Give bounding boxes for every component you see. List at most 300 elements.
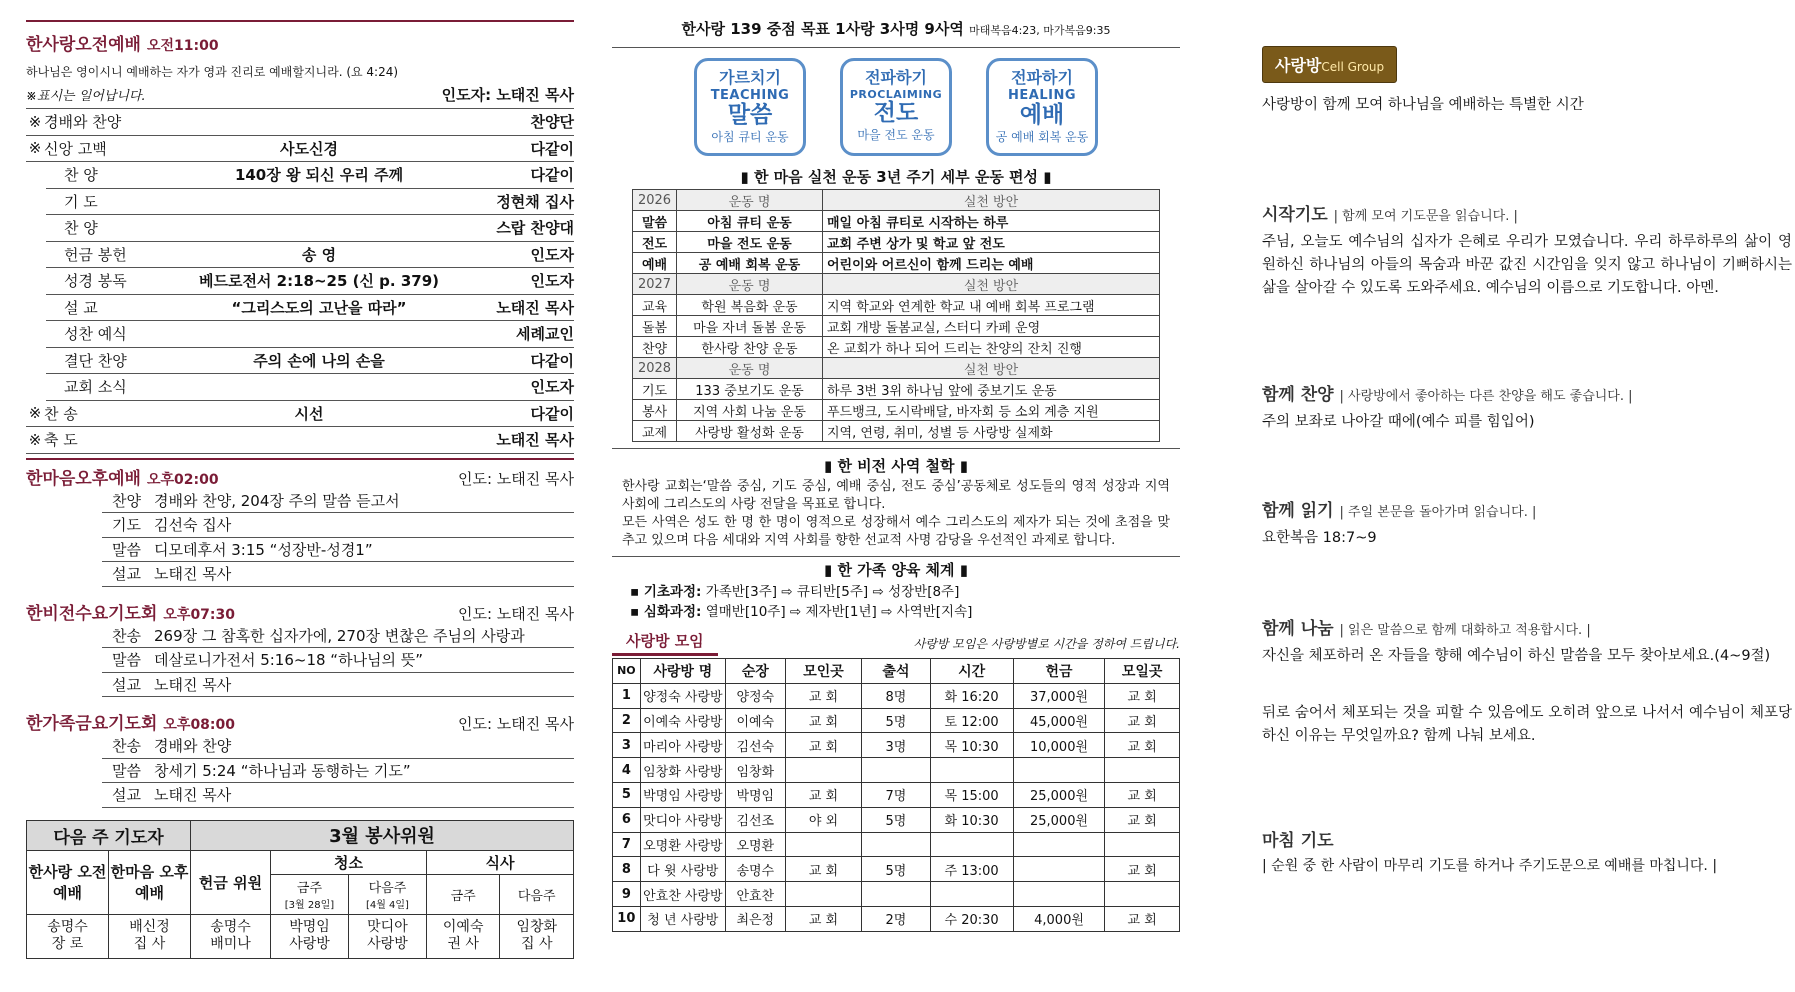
duty-am-value: 송명수 장 로	[27, 914, 109, 958]
plan-movement: 학원 복음화 운동	[677, 295, 823, 316]
order-person: 세례교인	[516, 325, 574, 344]
cell-group-intro: 사랑방이 함께 모여 하나님을 예배하는 특별한 시간	[1262, 97, 1584, 113]
cell-value: 최은정	[725, 906, 785, 931]
cell-value: 안효찬 사랑방	[640, 882, 725, 907]
order-row	[46, 295, 574, 322]
next-prayer-header: 다음 주 기도자	[27, 820, 191, 850]
plan-action: 실천 방안	[823, 274, 1160, 295]
am-service-header: 한사랑 오전예배	[27, 850, 109, 914]
afternoon-order-list	[26, 489, 574, 587]
cell-header: 순장	[725, 659, 785, 684]
cell-value: 6	[613, 807, 641, 832]
sharing-question-2: 뒤로 숨어서 체포되는 것을 피할 수 있음에도 오히려 앞으로 나서서 예수님이 체포당하신 이유는 무엇일까요? 함께 나눠 보세요.	[1262, 705, 1792, 744]
stand-note: ※표시는 일어납니다.	[26, 89, 146, 104]
order-row	[102, 673, 574, 698]
family-rule	[612, 556, 1180, 557]
pm-service-header: 한마음 오후예배	[109, 850, 191, 914]
order-item: 말씀	[112, 761, 141, 780]
stand-mark: ※	[28, 430, 42, 449]
cell-value: 37,000원	[1013, 683, 1105, 708]
order-item: 경배와 찬양	[44, 113, 122, 132]
cell-value	[1013, 857, 1105, 882]
cell-value	[785, 832, 862, 857]
cell-value: 10	[613, 906, 641, 931]
cell-value: 교 회	[1105, 708, 1180, 733]
sharing-heading: 함께 나눔 | 읽은 말씀으로 함께 대화하고 적용합시다. |	[1262, 619, 1591, 639]
meal-header: 식사	[426, 850, 573, 874]
cell-value: 화 16:20	[930, 683, 1013, 708]
order-person: 인도자	[530, 245, 574, 264]
morning-verse: 하나님은 영이시니 예배하는 자가 영과 진리로 예배할지니라. (요 4:24)	[26, 65, 399, 79]
order-row	[46, 348, 574, 375]
cleaning-header: 청소	[271, 850, 427, 874]
plan-row	[633, 190, 1160, 211]
cell-value: 임창화	[725, 758, 785, 783]
cell-value	[1105, 832, 1180, 857]
order-content: 노태진 목사	[154, 565, 232, 584]
vision-paragraph-2: 모든 사역은 성도 한 명 한 명이 영적으로 성장해서 예수 그리스도의 제자가 되는 것에 초점을 맞추고 있으며 다음 세대와 지역 사회를 향한 선교적 사명 감당을 우선적인 과제로 합니다.	[622, 515, 1170, 548]
cell-value: 교 회	[785, 857, 862, 882]
opening-prayer-heading: 시작기도 | 함께 모여 기도문을 읽습니다. |	[1262, 205, 1518, 225]
cell-meeting-table	[612, 658, 1180, 932]
order-item: 찬 양	[64, 166, 98, 185]
cell-row	[613, 906, 1180, 931]
cell-value: 양정숙 사랑방	[640, 683, 725, 708]
closing-prayer-note: | 순원 중 한 사람이 마무리 기도를 하거나 주기도문으로 예배를 마칩니다. |	[1262, 858, 1718, 874]
order-row	[102, 489, 574, 514]
cell-meeting-header	[612, 630, 1180, 656]
duty-clean-this-value: 박명임 사랑방	[271, 914, 349, 958]
order-person: 스랍 찬양대	[496, 219, 574, 238]
cell-meeting-note: 사랑방 모임은 사랑방별로 시간을 정하여 드립니다.	[913, 636, 1180, 651]
teaching-badge: 가르치기 TEACHING 말씀 아침 큐티 운동	[694, 58, 806, 156]
morning-service-title: 한사랑오전예배 오전11:00	[26, 35, 219, 55]
vision-title: ▮ 한 비전 사역 철학 ▮	[823, 457, 969, 475]
cell-value	[930, 832, 1013, 857]
cell-value: 교 회	[1105, 733, 1180, 758]
duty-meal-next-value: 임창화 집 사	[500, 914, 574, 958]
order-row	[102, 538, 574, 563]
cell-value: 2명	[862, 906, 930, 931]
plan-movement: 133 중보기도 운동	[677, 379, 823, 400]
cell-value: 김선숙	[725, 733, 785, 758]
cell-value: 4	[613, 758, 641, 783]
friday-order-list	[26, 734, 574, 808]
cell-row	[613, 857, 1180, 882]
order-row	[46, 189, 574, 216]
wednesday-order-list	[26, 624, 574, 698]
order-row	[102, 759, 574, 784]
cell-value	[1013, 882, 1105, 907]
friday-title: 한가족금요기도회 오후08:00	[26, 714, 236, 734]
order-content: 데살로니가전서 5:16~18 “하나님의 뜻”	[154, 651, 424, 670]
family-title: ▮ 한 가족 양육 체계 ▮	[823, 561, 969, 579]
plan-action: 어린이와 어르신이 함께 드리는 예배	[823, 253, 1160, 274]
cell-value: 8	[613, 857, 641, 882]
sharing-question-1: 자신을 체포하러 온 자들을 향해 예수님이 하신 말씀을 모두 찾아보세요.(4~9절)	[1262, 648, 1771, 664]
friday-leader: 인도: 노태진 목사	[457, 715, 574, 733]
plan-action: 교회 주변 상가 및 학교 앞 전도	[823, 232, 1160, 253]
plan-row	[633, 379, 1160, 400]
plan-category: 2028	[633, 358, 677, 379]
plan-category: 봉사	[633, 400, 677, 421]
offering-header: 헌금 위원	[191, 850, 271, 914]
proclaiming-badge: 전파하기 PROCLAIMING 전도 마을 전도 운동	[840, 58, 952, 156]
order-item: 기도	[112, 516, 141, 535]
plan-category: 말씀	[633, 211, 677, 232]
plan-category: 찬양	[633, 337, 677, 358]
order-item: 찬 송	[44, 404, 78, 423]
stand-mark: ※	[28, 112, 42, 131]
meal-this-week-header: 금주	[426, 874, 500, 914]
cell-row	[613, 733, 1180, 758]
morning-order-list	[26, 109, 574, 454]
plan-category: 예배	[633, 253, 677, 274]
reading-heading: 함께 읽기 | 주일 본문을 돌아가며 읽습니다. |	[1262, 501, 1537, 521]
order-item: 찬송	[112, 626, 141, 645]
order-row	[102, 513, 574, 538]
order-person: 정현채 집사	[496, 192, 574, 211]
cell-value	[1105, 882, 1180, 907]
order-row	[102, 783, 574, 808]
cell-group-badge: 사랑방Cell Group	[1262, 46, 1397, 83]
plan-category: 돌봄	[633, 316, 677, 337]
wednesday-title: 한비전수요기도회 오후07:30	[26, 603, 236, 624]
cell-value	[862, 882, 930, 907]
clean-next-week-header: 다음주 [4월 4일]	[348, 874, 426, 914]
plan-row	[633, 358, 1160, 379]
order-content: 시선	[294, 404, 324, 423]
order-row	[102, 648, 574, 673]
cell-header: 헌금	[1013, 659, 1105, 684]
duty-meal-this-value: 이예숙 권 사	[426, 914, 500, 958]
cell-value: 다 윗 사랑방	[640, 857, 725, 882]
cell-value: 오명환	[725, 832, 785, 857]
cell-table-header	[613, 659, 1180, 684]
order-content: 베드로전서 2:18~25 (신 p. 379)	[198, 272, 440, 291]
cell-value: 교 회	[1105, 906, 1180, 931]
plan-movement: 지역 사회 나눔 운동	[677, 400, 823, 421]
church-vision-column	[612, 0, 1180, 932]
morning-leader: 인도자: 노태진 목사	[441, 86, 574, 104]
order-item: 축 도	[44, 431, 78, 450]
order-content: 노태진 목사	[154, 786, 232, 805]
cell-value: 25,000원	[1013, 782, 1105, 807]
plan-action: 실천 방안	[823, 190, 1160, 211]
wednesday-leader: 인도: 노태진 목사	[457, 604, 574, 623]
cell-value: 25,000원	[1013, 807, 1105, 832]
order-person: 노태진 목사	[496, 431, 574, 450]
cell-value: 안효찬	[725, 882, 785, 907]
cell-value: 오명환 사랑방	[640, 832, 725, 857]
plan-category: 교육	[633, 295, 677, 316]
plan-movement: 마을 전도 운동	[677, 232, 823, 253]
plan-row	[633, 400, 1160, 421]
duty-pm-value: 배신정 집 사	[109, 914, 191, 958]
cell-header: 모인곳	[785, 659, 862, 684]
order-item: 찬 양	[64, 219, 98, 238]
afternoon-title: 한마음오후예배 오후02:00	[26, 468, 219, 489]
meal-next-week-header: 다음주	[500, 874, 574, 914]
cell-value: 마리아 사랑방	[640, 733, 725, 758]
plan-action: 온 교회가 하나 되어 드리는 찬양의 잔치 진행	[823, 337, 1160, 358]
order-person: 인도자	[530, 378, 574, 397]
order-item: 설교	[112, 565, 141, 584]
order-row	[26, 109, 574, 136]
cell-value: 5명	[862, 857, 930, 882]
cell-value: 양정숙	[725, 683, 785, 708]
opening-prayer-text: 주님, 오늘도 예수님의 십자가 은혜로 우리가 모였습니다. 우리 하루하루의 삶이 영원하신 하나님의 아들의 목숨과 바꾼 값진 시간임을 잊지 않고 하나님이 기뻐하시는 삶을 살아갈 수 있도록 도와주세요. 예수님의 이름으로 기도합니다. 아멘.	[1262, 234, 1792, 296]
order-item: 말씀	[112, 651, 141, 670]
order-content: 송 영	[301, 245, 337, 264]
order-person: 찬양단	[530, 113, 574, 132]
cell-value: 목 15:00	[930, 782, 1013, 807]
deep-course: ▪ 심화과정: 열매반[10주] ⇨ 제자반[1년] ⇨ 사역반[지속]	[630, 604, 973, 620]
order-row	[26, 401, 574, 428]
cell-value: 교 회	[1105, 683, 1180, 708]
order-item: 설 교	[64, 298, 98, 317]
plan-action: 교회 개방 돌봄교실, 스터디 카페 운영	[823, 316, 1160, 337]
plan-table	[632, 189, 1160, 442]
order-item: 성경 봉독	[64, 272, 127, 291]
goal-rule	[612, 47, 1180, 48]
cell-value: 박명임 사랑방	[640, 782, 725, 807]
plan-category: 전도	[633, 232, 677, 253]
order-person: 다같이	[530, 404, 574, 423]
order-item: 성찬 예식	[64, 325, 127, 344]
cell-value: 5	[613, 782, 641, 807]
praise-text: 주의 보좌로 나아갈 때에(예수 피를 힘입어)	[1262, 414, 1535, 430]
plan-action: 지역, 연령, 취미, 성별 등 사랑방 실제화	[823, 421, 1160, 442]
order-person: 인도자	[530, 272, 574, 291]
vision-paragraph-1: 한사랑 교회는‘말씀 중심, 기도 중심, 예배 중심, 전도 중심’공동체로 성도들의 영적 성장과 지역 사회에 그리스도의 사랑 전달을 목표로 합니다.	[622, 479, 1170, 512]
cell-row	[613, 758, 1180, 783]
reading-text: 요한복음 18:7~9	[1262, 530, 1377, 546]
plan-movement: 운동 명	[677, 274, 823, 295]
cell-row	[613, 708, 1180, 733]
cell-row	[613, 782, 1180, 807]
cell-value: 교 회	[1105, 782, 1180, 807]
order-item: 기 도	[64, 192, 98, 211]
march-duty-header: 3월 봉사위원	[191, 820, 574, 850]
plan-row	[633, 232, 1160, 253]
cell-meeting-tab: 사랑방 모임	[612, 630, 718, 656]
cell-value: 야 외	[785, 807, 862, 832]
order-row	[46, 374, 574, 401]
order-item: 헌금 봉헌	[64, 245, 127, 264]
top-rule	[26, 20, 574, 22]
cell-value: 9	[613, 882, 641, 907]
goal-header: 한사랑 139 중점 목표 1사랑 3사명 9사역 마태복음4:23, 마가복음9:35	[681, 20, 1111, 38]
plan-action: 푸드뱅크, 도시락배달, 바자회 등 소외 계층 지원	[823, 400, 1160, 421]
cell-value: 이예숙 사랑방	[640, 708, 725, 733]
cell-value: 5명	[862, 807, 930, 832]
cell-value: 교 회	[785, 708, 862, 733]
cell-value: 7	[613, 832, 641, 857]
order-row	[102, 562, 574, 587]
order-content: 사도신경	[280, 139, 338, 158]
praise-heading: 함께 찬양 | 사랑방에서 좋아하는 다른 찬양을 해도 좋습니다. |	[1262, 385, 1633, 405]
cell-row	[613, 807, 1180, 832]
duty-table	[26, 820, 574, 959]
order-content: 창세기 5:24 “하나님과 동행하는 기도”	[154, 761, 411, 780]
basic-course: ▪ 기초과정: 가족반[3주] ⇨ 큐티반[5주] ⇨ 성장반[8주]	[630, 584, 960, 600]
plan-row	[633, 295, 1160, 316]
cell-group-badge-wrap	[1262, 46, 1792, 83]
cell-value: 김선조	[725, 807, 785, 832]
cell-value: 교 회	[785, 733, 862, 758]
plan-action: 실천 방안	[823, 358, 1160, 379]
cell-value: 45,000원	[1013, 708, 1105, 733]
cell-value: 4,000원	[1013, 906, 1105, 931]
order-content: “그리스도의 고난을 따라”	[231, 298, 407, 317]
duty-offering-value: 송명수 배미나	[191, 914, 271, 958]
order-item: 교회 소식	[64, 378, 127, 397]
order-item: 신앙 고백	[44, 139, 107, 158]
plan-movement: 운동 명	[677, 190, 823, 211]
duty-clean-next-value: 맛디아 사랑방	[348, 914, 426, 958]
plan-movement: 한사랑 찬양 운동	[677, 337, 823, 358]
ministry-badges	[612, 58, 1180, 156]
order-item: 찬송	[112, 737, 141, 756]
cell-header: 사랑방 명	[640, 659, 725, 684]
stand-mark: ※	[28, 404, 42, 423]
healing-badge: 전파하기 HEALING 예배 공 예배 회복 운동	[986, 58, 1098, 156]
closing-prayer-heading: 마침 기도	[1262, 831, 1334, 851]
plan-action: 매일 아침 큐티로 시작하는 하루	[823, 211, 1160, 232]
cell-value	[785, 882, 862, 907]
plan-movement: 운동 명	[677, 358, 823, 379]
order-row	[46, 268, 574, 295]
order-content: 노태진 목사	[154, 675, 232, 694]
plan-movement: 마을 자녀 돌봄 운동	[677, 316, 823, 337]
cell-value: 송명수	[725, 857, 785, 882]
order-item: 설교	[112, 786, 141, 805]
cell-row	[613, 882, 1180, 907]
cell-value	[862, 832, 930, 857]
plan-movement: 아침 큐티 운동	[677, 211, 823, 232]
plan-category: 2026	[633, 190, 677, 211]
order-person: 다같이	[530, 166, 574, 185]
cell-value: 맛디아 사랑방	[640, 807, 725, 832]
cell-group-column	[1262, 0, 1792, 875]
cell-header: 출석	[862, 659, 930, 684]
order-row	[102, 734, 574, 759]
plan-movement: 사랑방 활성화 운동	[677, 421, 823, 442]
friday-header	[26, 709, 574, 734]
cell-value: 3	[613, 733, 641, 758]
cell-value	[862, 758, 930, 783]
plan-row	[633, 253, 1160, 274]
cell-value: 2	[613, 708, 641, 733]
cell-header: 모일곳	[1105, 659, 1180, 684]
plan-row	[633, 211, 1160, 232]
order-content: 경배와 찬양, 204장 주의 말씀 듣고서	[154, 491, 400, 510]
wednesday-header	[26, 599, 574, 624]
order-row	[46, 321, 574, 348]
cell-value: 교 회	[785, 683, 862, 708]
plan-row	[633, 421, 1160, 442]
cell-row	[613, 832, 1180, 857]
cell-value: 교 회	[785, 782, 862, 807]
order-row	[102, 624, 574, 649]
order-content: 269장 그 참혹한 십자가에, 270장 변찮은 주님의 사랑과	[154, 626, 525, 645]
cell-value: 수 20:30	[930, 906, 1013, 931]
training-steps	[612, 582, 1180, 622]
morning-header-row	[26, 84, 574, 109]
order-row	[46, 242, 574, 269]
cell-value	[1013, 758, 1105, 783]
order-content: 140장 왕 되신 우리 주께	[234, 166, 404, 185]
order-row	[46, 215, 574, 242]
afternoon-header	[26, 458, 574, 489]
cell-value: 화 10:30	[930, 807, 1013, 832]
cell-value: 8명	[862, 683, 930, 708]
plan-category: 기도	[633, 379, 677, 400]
order-item: 찬양	[112, 491, 141, 510]
order-item: 설교	[112, 675, 141, 694]
cell-value: 박명임	[725, 782, 785, 807]
order-item: 결단 찬양	[64, 351, 127, 370]
order-row	[46, 162, 574, 189]
cell-value: 3명	[862, 733, 930, 758]
worship-order-column	[26, 0, 574, 959]
order-item: 말씀	[112, 540, 141, 559]
cell-header: 시간	[930, 659, 1013, 684]
cell-value: 이예숙	[725, 708, 785, 733]
order-content: 주의 손에 나의 손을	[253, 351, 385, 370]
cell-value: 목 10:30	[930, 733, 1013, 758]
order-row	[26, 427, 574, 454]
cell-value: 교 회	[1105, 857, 1180, 882]
cell-value: 주 13:00	[930, 857, 1013, 882]
cell-value: 7명	[862, 782, 930, 807]
plan-category: 2027	[633, 274, 677, 295]
plan-action: 지역 학교와 연계한 학교 내 예배 회복 프로그램	[823, 295, 1160, 316]
plan-category: 교제	[633, 421, 677, 442]
cell-value: 청 년 사랑방	[640, 906, 725, 931]
plan-action: 하루 3번 3위 하나님 앞에 중보기도 운동	[823, 379, 1160, 400]
cell-value: 1	[613, 683, 641, 708]
cell-value	[1013, 832, 1105, 857]
cell-value: 5명	[862, 708, 930, 733]
plan-title: ▮ 한 마음 실천 운동 3년 주기 세부 운동 편성 ▮	[740, 168, 1052, 186]
vision-rule	[612, 448, 1180, 449]
cell-value: 임창화 사랑방	[640, 758, 725, 783]
cell-value	[930, 758, 1013, 783]
clean-this-week-header: 금주 [3월 28일]	[271, 874, 349, 914]
cell-value	[930, 882, 1013, 907]
plan-row	[633, 337, 1160, 358]
order-person: 다같이	[530, 139, 574, 158]
cell-value	[1105, 758, 1180, 783]
order-content: 디모데후서 3:15 “성장반-성경1”	[154, 540, 373, 559]
plan-row	[633, 274, 1160, 295]
stand-mark: ※	[28, 139, 42, 158]
plan-movement: 공 예배 회복 운동	[677, 253, 823, 274]
order-row	[26, 136, 574, 163]
cell-value	[785, 758, 862, 783]
plan-row	[633, 316, 1160, 337]
cell-value: 10,000원	[1013, 733, 1105, 758]
order-content: 경배와 찬양	[154, 737, 232, 756]
cell-value: 교 회	[785, 906, 862, 931]
order-person: 노태진 목사	[496, 298, 574, 317]
afternoon-leader: 인도: 노태진 목사	[457, 469, 574, 488]
order-content: 김선숙 집사	[154, 516, 232, 535]
cell-value: 토 12:00	[930, 708, 1013, 733]
cell-header: NO	[613, 659, 641, 684]
